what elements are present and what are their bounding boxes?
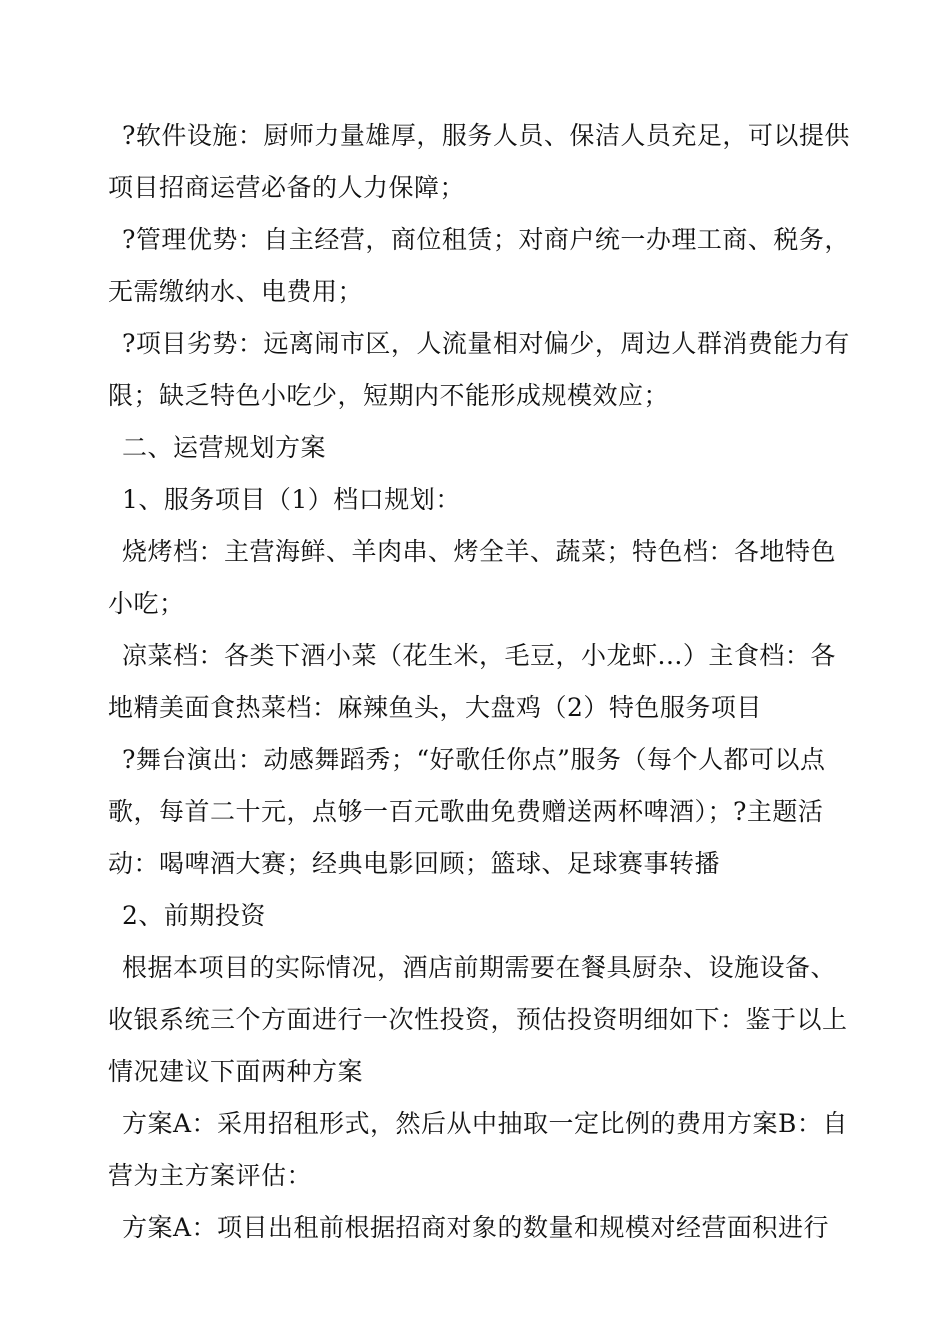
paragraph-stage-performance: ?舞台演出：动感舞蹈秀；“好歌任你点”服务（每个人都可以点歌，每首二十元，点够一百元歌曲免费赠送两杯啤酒）；?主题活动：喝啤酒大赛；经典电影回顾；篮球、足球赛事转播	[108, 745, 826, 878]
paragraph-cold-dish-stall: 凉菜档：各类下酒小菜（花生米，毛豆，小龙虾...）主食档：各地精美面食热菜档：麻辣鱼头，大盘鸡（2）特色服务项目	[108, 641, 836, 722]
document-page	[108, 110, 850, 1254]
paragraph-plan-a-evaluation: 方案A：项目出租前根据招商对象的数量和规模对经营面积进行	[122, 1213, 830, 1242]
subheading-initial-investment: 2、前期投资	[122, 901, 266, 930]
paragraph-software-facilities: ?软件设施：厨师力量雄厚，服务人员、保洁人员充足，可以提供项目招商运营必备的人力保障；	[108, 121, 850, 202]
subheading-service-items: 1、服务项目（1）档口规划：	[122, 485, 461, 514]
section-heading-operation-plan: 二、运营规划方案	[122, 433, 327, 462]
paragraph-bbq-stall: 烧烤档：主营海鲜、羊肉串、烤全羊、蔬菜；特色档：各地特色小吃；	[108, 537, 837, 618]
paragraph-project-weakness: ?项目劣势：远离闹市区，人流量相对偏少，周边人群消费能力有限；缺乏特色小吃少，短期内不能形成规模效应；	[108, 329, 850, 410]
paragraph-investment-details: 根据本项目的实际情况，酒店前期需要在餐具厨杂、设施设备、收银系统三个方面进行一次性投资，预估投资明细如下：鉴于以上情况建议下面两种方案	[108, 953, 848, 1086]
paragraph-plan-a-b: 方案A：采用招租形式，然后从中抽取一定比例的费用方案B：自营为主方案评估：	[108, 1109, 848, 1190]
paragraph-management-advantage: ?管理优势：自主经营，商位租赁；对商户统一办理工商、税务，无需缴纳水、电费用；	[108, 225, 850, 306]
